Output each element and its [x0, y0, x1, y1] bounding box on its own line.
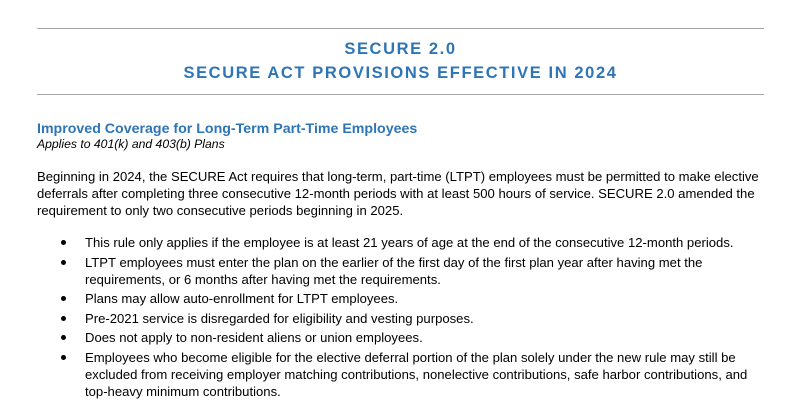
bullet-icon [61, 260, 66, 265]
bullet-icon [61, 335, 66, 340]
bullet-icon [61, 316, 66, 321]
list-item [37, 310, 772, 327]
bullet-text: Does not apply to non-resident aliens or union employees. [85, 330, 423, 346]
bullet-text: Plans may allow auto-enrollment for LTPT employees. [85, 291, 399, 307]
provision-bullet-list [37, 234, 772, 403]
bullet-icon [61, 296, 66, 301]
bullet-text: This rule only applies if the employee is at least 21 years of age at the end of the consecutive 12-month periods. [85, 235, 734, 250]
bullet-icon [61, 240, 66, 245]
bullet-icon [61, 355, 66, 360]
list-item [37, 290, 772, 307]
list-item [37, 234, 772, 251]
applies-to-note: Applies to 401(k) and 403(b) Plans [37, 137, 225, 151]
bullet-text: Pre-2021 service is disregarded for eligibility and vesting purposes. [85, 310, 474, 326]
document-title: SECURE 2.0 [344, 40, 457, 58]
bullet-text: LTPT employees must enter the plan on the earlier of the first day of the first plan year after having met the requirements, or 6 months after having met the requirements. [85, 254, 703, 287]
list-item [37, 349, 772, 401]
bottom-divider [37, 94, 764, 95]
section-heading: Improved Coverage for Long-Term Part-Time Employees [37, 121, 418, 137]
document-subtitle: SECURE ACT PROVISIONS EFFECTIVE IN 2024 [183, 64, 618, 82]
list-item [37, 254, 772, 288]
list-item [37, 329, 772, 346]
intro-paragraph: Beginning in 2024, the SECURE Act requires that long-term, part-time (LTPT) employees must be permitted to make elective deferrals after completing three consecutive 12-month periods with at least 500 hours of service. SECURE 2.0 amended the requirement to only two consecutive periods beginning in 2025. [37, 169, 759, 219]
top-divider [37, 28, 764, 29]
bullet-text: Employees who become eligible for the elective deferral portion of the plan solely under the new rule may still be excluded from receiving employer matching contributions, nonelective contributions, safe harbor contributions, and top-heavy minimum contributions. [85, 349, 748, 400]
